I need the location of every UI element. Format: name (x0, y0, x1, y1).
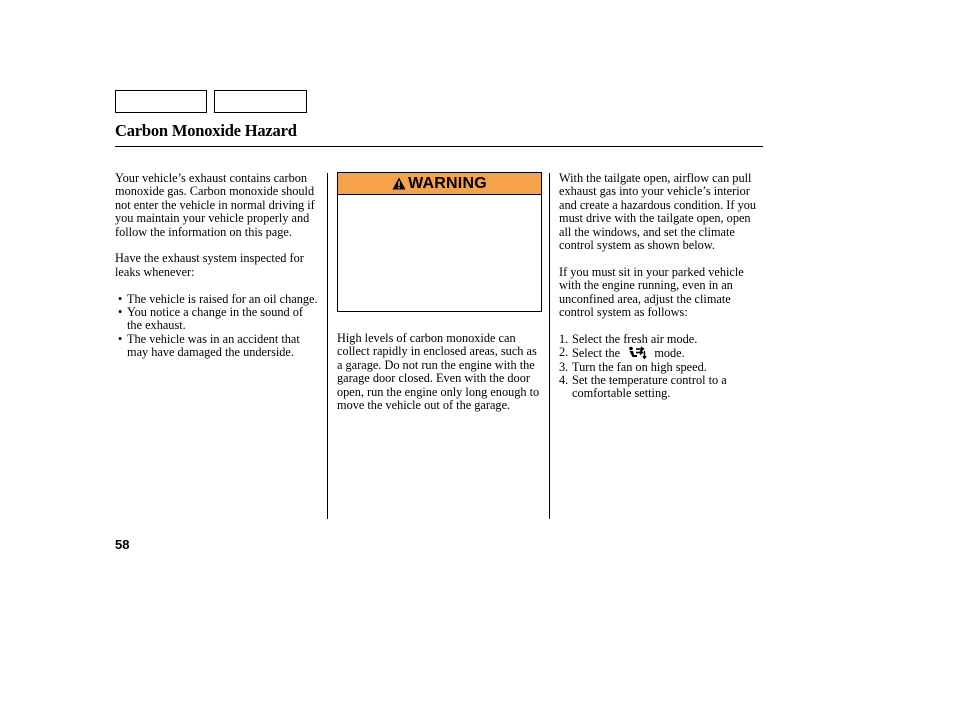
warning-box (337, 172, 542, 312)
step-text-after-icon: mode. (654, 346, 685, 361)
step-number: 3. (559, 359, 569, 374)
column-middle (337, 332, 543, 426)
climate-steps-list (559, 333, 765, 401)
page-number: 58 (115, 537, 130, 552)
list-item (559, 361, 765, 374)
nav-tab-box-1[interactable] (115, 90, 207, 113)
bullet-text: You notice a change in the sound of the exhaust. (127, 305, 303, 333)
parked-paragraph: If you must sit in your parked vehicle with the engine running, even in an unconfined area, adjust the climate control system as follows: (559, 264, 744, 320)
page-title: Carbon Monoxide Hazard (115, 121, 297, 140)
bullet-mark: • (118, 331, 123, 346)
step-text-before-icon: Select the (572, 346, 621, 361)
inspect-paragraph: Have the exhaust system inspected for leaks whenever: (115, 251, 304, 279)
step-text: Set the temperature control to a comfortable setting. (572, 373, 727, 401)
step-number: 4. (559, 373, 569, 388)
list-item (559, 374, 765, 401)
list-item (115, 293, 319, 306)
intro-paragraph: Your vehicle’s exhaust contains carbon monoxide gas. Carbon monoxide should not enter the vehicle in normal driving if you maintain your vehicle properly and follow the information on this page. (115, 171, 315, 239)
tailgate-paragraph: With the tailgate open, airflow can pull exhaust gas into your vehicle’s interior and create a hazardous condition. If you must drive with the tailgate open, open all the windows, and set the climate control system as shown below. (559, 171, 757, 253)
bullet-mark: • (118, 305, 123, 320)
step-text: Select the fresh air mode. (572, 331, 698, 346)
vent-mode-icon (627, 346, 647, 359)
list-item (115, 333, 319, 360)
step-text: Turn the fan on high speed. (572, 359, 707, 374)
warning-header (338, 173, 541, 195)
bullet-text: The vehicle is raised for an oil change. (127, 291, 318, 306)
list-item (115, 306, 319, 333)
column-left (115, 172, 319, 360)
warning-label: WARNING (408, 174, 487, 192)
inspection-list (115, 293, 319, 360)
list-item (559, 333, 765, 346)
title-divider (115, 146, 763, 147)
warning-triangle-icon (392, 177, 406, 190)
column-divider-2 (549, 173, 550, 519)
garage-paragraph: High levels of carbon monoxide can collect rapidly in enclosed areas, such as a garage. Do not run the engine with the garage door closed. Even with the door open, run the engine only long enough to move the vehicle out of the garage. (337, 331, 540, 413)
step-number: 1. (559, 331, 569, 346)
step-number: 2. (559, 345, 569, 360)
column-divider-1 (327, 173, 328, 519)
list-item (559, 346, 765, 360)
nav-tab-box-2[interactable] (214, 90, 307, 113)
bullet-mark: • (118, 291, 123, 306)
bullet-text: The vehicle was in an accident that may have damaged the underside. (127, 331, 300, 360)
column-right (559, 172, 765, 401)
